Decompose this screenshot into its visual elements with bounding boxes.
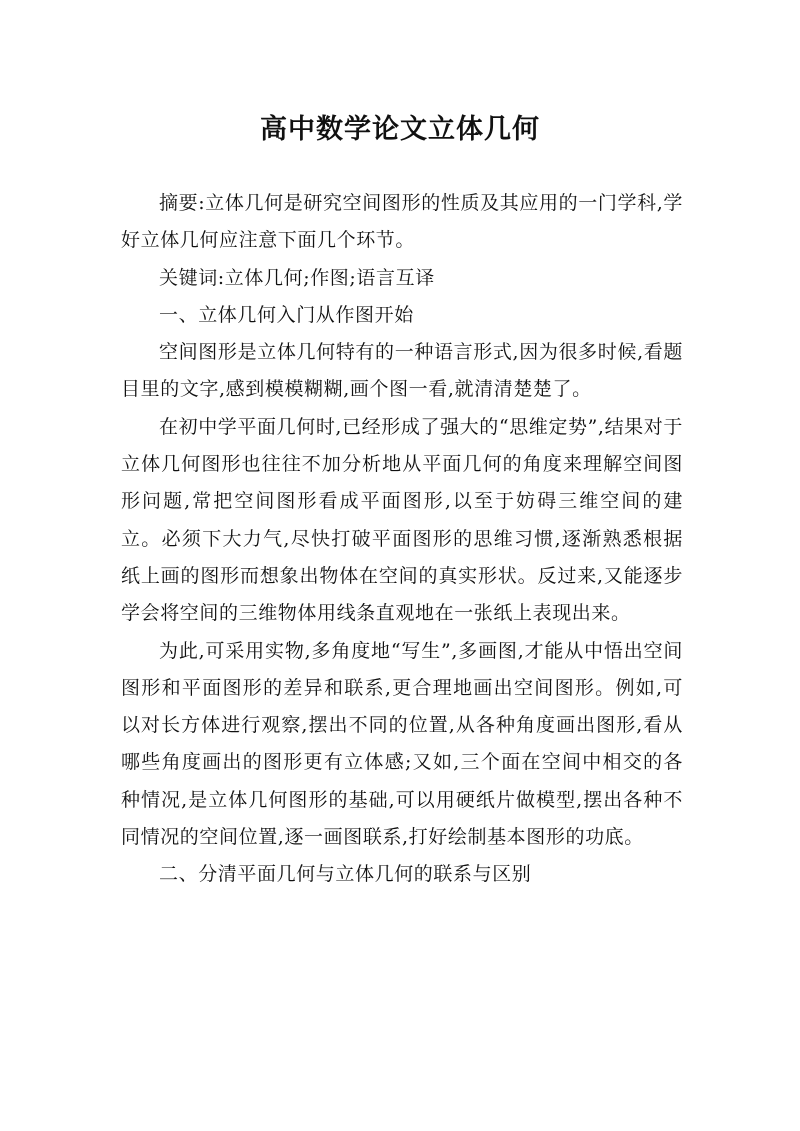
body-paragraph: 在初中学平面几何时,已经形成了强大的“思维定势”,结果对于立体几何图形也往往不加分析地从平面几何的角度来理解空间图形问题,常把空间图形看成平面图形,以至于妨碍三维空间的建立。必须下大力气,尽快打破平面图形的思维习惯,逐渐熟悉根据纸上画的图形而想象出物体在空间的真实形状。反过来,又能逐步学会将空间的三维物体用线条直观地在一张纸上表现出来。 (121, 415, 683, 625)
document-title: 高中数学论文立体几何 (260, 114, 540, 146)
keywords-paragraph: 关键词:立体几何;作图;语言互译 (159, 266, 435, 289)
body-paragraph: 为此,可采用实物,多角度地“写生”,多画图,才能从中悟出空间图形和平面图形的差异和联系,更合理地画出空间图形。例如,可以对长方体进行观察,摆出不同的位置,从各种角度画出图形,看从哪些角度画出的图形更有立体感;又如,三个面在空间中相交的各种情况,是立体几何图形的基础,可以用硬纸片做模型,摆出各种不同情况的空间位置,逐一画图联系,打好绘制基本图形的功底。 (121, 639, 683, 849)
section-heading-1: 一、立体几何入门从作图开始 (159, 303, 414, 326)
document-body (121, 185, 683, 894)
abstract-paragraph: 摘要:立体几何是研究空间图形的性质及其应用的一门学科,学好立体几何应注意下面几个环节。 (121, 192, 683, 252)
body-paragraph: 空间图形是立体几何特有的一种语言形式,因为很多时候,看题目里的文字,感到模模糊糊,画个图一看,就清清楚楚了。 (121, 341, 683, 401)
section-heading-2: 二、分清平面几何与立体几何的联系与区别 (159, 863, 532, 886)
